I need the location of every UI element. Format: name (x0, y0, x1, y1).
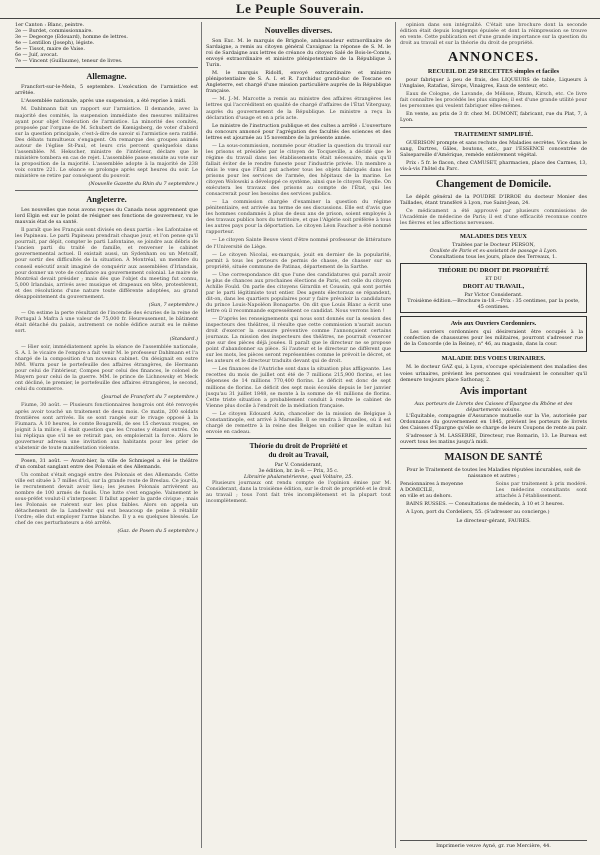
section-heading-angleterre: Angleterre. (86, 195, 127, 205)
article-body: — On estime la perte résultant de l'incendie des écuries de la reine de Portugal à Mafra à une valeur de 75,000 fr. Heureusement, le bâtiment était détaché du palais, autrement ce noble édifice aurait eu le même sort. (15, 309, 198, 334)
list-item: 6e — Juif, avocat. (15, 52, 59, 59)
article-paragraph: M. le marquis Ridolfi, envoyé extraordinaire et ministre plénipotentiaire de S. A. I. et R. l'archiduc grand-duc de Toscane en Angleterre, est chargé d'une mission particulière auprès de la République française. (206, 70, 391, 95)
article-body: — Le citoyen Edouard Azin, chancelier de la mission de Belgique à Constantinople, est arrivé à Marseille. Il se rendra à Bruxelles, où il est chargé de remettre à la reine des Belges un collier que le sultan lui envoie en cadeau. (206, 410, 391, 435)
masthead-title: Le Peuple Souverain. (0, 0, 600, 19)
article-paragraph: Francfort-sur-le-Mein, 5 septembre. L'exécution de l'armistice est arrêtée. (15, 84, 198, 97)
book-seller: Librairie phalanstérienne, quai Voltaire, 25. (244, 474, 353, 480)
section-divider (400, 448, 587, 449)
ad-title: MAISON DE SANTÉ (444, 451, 543, 463)
ad-contact: S'adresser à M. LASSERRE, Directeur, rue Romarin, 13. Le Bureau est ouvert tous les matins jusqu'à midi. (400, 432, 587, 445)
list-item: 3e — Degeorge (Edouard), homme de lettres. (15, 34, 128, 41)
column-1 (15, 22, 198, 848)
section-divider (206, 438, 391, 439)
article-body: — La commission chargée d'examiner la question du régime pénitentiaire, est arrivée au terme de ses discussions. Elle est d'avis que les hommes condamnés à plus de deux ans de prison, soient employés à des travaux publics hors du territoire, et que l'Algérie soit préférée à tous les autres pays pour la déportation. Le citoyen Léon Faucher a été nommé rapporteur. (206, 199, 391, 236)
ad-body: Eaux de Cologne, de Lavande, de Mélisse, Rhum, Kirsch, etc. Ce livre fait connaître les procédés les plus simples; il est d'une grande utilité pour les personnes qui veulent fabriquer elles-mêmes. (400, 91, 587, 110)
section-divider (15, 190, 198, 191)
ad-title: Avis important (459, 385, 528, 397)
ad-consult: Consultations tous les jours, place des Terreaux, 1. (430, 254, 557, 261)
ad-price: Prix : 5 fr. le flacon, chez CAMUSET, pharmacien, place des Carmes, 13, vis-à-vis l'hôtel du Parc. (400, 159, 587, 172)
ad-title: RECUEIL DE 250 RECETTES simples et faciles (427, 68, 560, 76)
ad-text: BAINS RUSSES. — Consultations de médecin, à 10 et 3 heures. (406, 501, 565, 508)
ad-title: THÉORIE DU DROIT DE PROPRIÉTÉ (438, 267, 549, 275)
ad-subtitle: Par Victor Considerant. (464, 292, 523, 299)
book-title: Théorie du droit de Propriété et du droit au Travail, (249, 441, 348, 459)
ad-text: GUÉRISON prompte et sans rechute des Maladies secrètes. Vice dans le sang, Dartres, Gâles, boutons, etc., par l'ESSENCE concentrée de Salsepareille d'Amérique, remède entièrement végétal. (400, 139, 587, 158)
article-body: — Une correspondance dit que l'une des candidatures qui paraît avoir le plus de chances aux prochaines élections de Paris, est celle du citoyen Achille Fould. On parle des citoyens Girardin et Coussin, qui sont portés par le parti légitimiste tout entier. Des agents électoraux se répandent, dit-on, dans les quartiers populaires pour y faire prévaloir la candidature du prince Louis-Napoléon Bonaparte. On dit que Louis Blanc a écrit une lettre où il recommande expressément ce candidat. Nous verrons bien ! (206, 271, 391, 314)
ad-subtitle: Oculiste de Paris et ex-assistant de passage à Lyon. (429, 248, 558, 255)
article-source: (Standard.) (169, 336, 198, 343)
article-body: — D'après les renseignements qui nous sont donnés sur la session des inspecteurs des théâtres, il résulte que cette commission n'aurait aucun droit d'exercer la censure préventive comme l'annonçaient certains journaux. La mission des inspecteurs des théâtres, ne pourrait s'exercer que sur des pièces déjà jouées. Il paraît que le directeur ne se propose point d'abandonner sa pièce. Si l'auteur et le directeur ne diffèrent que sur les mots, les pièces seront représentées comme le prévoit le décret, et les auteurs et le directeur traduits devant qui de droit. (206, 316, 391, 365)
book-edition: 3e édition, br. in-8. — Prix, 35 c. (258, 467, 339, 474)
printer-imprint: Imprimerie veuve Ayné, gr. rue Mercière, 44. (400, 840, 587, 849)
ad-left: Pensionnaires à moyenne A DOMICILE, en ville et au dehors. (400, 481, 464, 500)
ad-subtitle: ET DU (485, 276, 502, 283)
ad-box-cordonniers (400, 316, 587, 352)
list-item: 5e — Tissot, maire de Vaise. (15, 46, 85, 53)
ad-title: MALADIE DES VOIES URINAIRES. (441, 355, 546, 363)
ad-text: Troisième édition.—Brochure in-18.—Prix : 35 centimes, par la poste, 45 centimes. (407, 298, 580, 311)
ad-title: DROIT AU TRAVAIL, (462, 283, 525, 291)
article-body: — Les finances de l'Autriche sont dans la situation plus affligeante. Les recettes du mois de juillet ont été de 7 millions 215,900 florins, et les dépenses de 14 millions 770,400 florins. Le déficit est donc de sept millions de florins. Le déficit des sept mois écoulés depuis le 1er janvier jusqu'au 31 juillet 1848, se monte à la somme de 41 millions de florins. Cette triste situation a probablement conduit à rendre le cabinet de Vienne plus docile à l'endroit de la médiation française. (206, 366, 391, 409)
ad-text: Les ouvriers cordonniers qui désireraient être occupés à la confection de chaussures pour les militaires, pourront s'adresser rue de la Concorde (de la Reine), n° 46, au magasin, dans la cour. (404, 329, 583, 348)
article-source: (Nouvelle Gazette du Rhin du 7 septembre.) (88, 181, 198, 188)
ad-subtitle: Aux porteurs de Livrets des Caisses d'Épargne du Rhône et des départements voisins. (414, 400, 573, 413)
article-source: (Journal de Francfort du 7 septembre.) (101, 394, 198, 401)
section-divider (400, 127, 587, 128)
ad-title: TRAITEMENT SIMPLIFIÉ. (454, 130, 533, 138)
ad-box-theorie (400, 263, 587, 313)
article-body: — Le citoyen Nicolai, ex-marquis, jouit en dernier de la popularité, permit à tous les porteurs de permis de chasse, de chasser sur sa propriété, située commune de Patinas, département de la Sarthe. (206, 251, 391, 270)
article-source: (Gaz. de Posen du 5 septembre.) (117, 528, 198, 535)
list-item: 1er Canton : Blanc, peintre. (15, 22, 85, 28)
section-divider (400, 175, 587, 176)
ad-body: Ce médicament a été approuvé par plusieurs commissions de l'Académie de médecine de Paris; il est d'une efficacité reconnue contre les fièvres et les affections nerveuses. (400, 207, 587, 226)
ad-subtitle: Traitées par le Docteur PERSON, (452, 241, 535, 248)
ad-title: Avis aux Ouvriers Cordonniers. (450, 320, 537, 328)
section-divider (15, 67, 198, 68)
article-paragraph: Posen, 31 août. — Avant-hier, la ville de Schmiegel a été le théâtre d'un combat sanglant entre des Polonais et des Allemands. (15, 457, 198, 470)
ad-address: A Lyon, port du Cordeliers, 55. (S'adresser au concierge.) (406, 509, 550, 516)
ad-text: M. le docteur GAZ qui, à Lyon, s'occupe spécialement des maladies des voies urinaires, prévient les personnes qui voudraient le consulter qu'il demeure toujours place Sathonay, 2. (400, 364, 587, 383)
column-3 (400, 22, 587, 848)
article-paragraph: Son Exc. M. le marquis de Brignole, ambassadeur extraordinaire de Sardaigne, a remis au citoyen général Cavaignac la réponse de S. M. le roi de Sardaigne aux lettres de créance du citoyen Salé de Bois-le-Comte, envoyé extraordinaire et ministre plénipotentiaire de la République à Turin. (206, 38, 391, 69)
ad-title: MALADIES DES YEUX (460, 232, 527, 240)
article-body: M. Dahlmann fait un rapport sur l'armistice. Il demande, avec la majorité des comités, la suspension immédiate des mesures militaires ayant pour objet l'exécution de l'armistice. La minorité des comités, proposée par l'organe de M. Schubert de Kœnigsberg, de voter d'abord sur la question principale, c'est-à-dire de savoir si l'armistice sera ratifié. Des débats tumultueux s'engagent. On remarque des groupes animés autour de l'église St-Paul, et leurs cris percent quelquefois dans l'assemblée. M. Hekscher, ministre de l'intérieur, déclare que le ministère tombera en cas de rejet. L'assemblée passe ensuite au vote sur la proposition de la majorité. L'assemblée adopte à la majorité de 238 voix contre 221. Le séance se prolonge après sept heures du soir. Le ministère se retire par conséquent du pouvoir. (15, 106, 198, 179)
ad-price: En vente, au prix de 3 fr. chez M. DUMONT, fabricant, rue du Plat, 7, à Lyon. (400, 111, 587, 124)
column-divider (395, 22, 396, 848)
article-source: (Sun, 7 septembre.) (148, 301, 198, 308)
ad-text: pour fabriquer à peu de frais, des LIQUEURS de table, Liqueurs à l'Anglaise, Ratafias, Sirops, Vinaigres, Eaux de senteur, etc. (400, 77, 587, 90)
ad-columns (400, 481, 587, 499)
ad-text: Le dépôt général de la POUDRE D'IRROE du docteur Monier des Taillades, étant transféré à Lyon, rue Saint-Jean, 24. (400, 193, 587, 206)
ad-right: Soins par traitement à prix modéré. Les médecins consultants sont attachés à l'établissement. (495, 481, 587, 500)
article-body: Fiume, 30 août. — Plusieurs fonctionnaires hongrois ont été renvoyés après avoir touché un traitement de deux mois. Ce matin, 200 soldats frontières sont arrivés. Ils se sont rangés sur le rivage opposé à la Fiumara. À 10 heures, le comte Bougarelli, de ses 15 chevaux rouges, se joignit à la milice; il était question que les Croates y étaient entrés. On lui répliqua que s'il ne se retirait pas, on emploierait la force. Alors le gouverneur adressa une invitation aux habitants pour les prier de s'abstenir de toute manifestation violente. (15, 402, 198, 451)
article-body: opinion dans son intégralité. C'était une brochure dont la seconde édition était depuis longtemps épuisée et dont la réimpression se trouve en vente. Cette publication est d'une grande importance sur la question du droit au travail et sur la théorie du droit de propriété. (400, 22, 587, 47)
article-paragraph: Le ministre de l'instruction publique et des cultes a arrêté : L'ouverture du concours annoncé pour l'agrégation des facultés des sciences et des lettres est ajournée au 15 novembre de la présente année. (206, 122, 391, 141)
article-body: — M. J.-M. Marcotte a remis au ministre des affaires étrangères les lettres qui l'accréditent en qualité de chargé d'affaires de l'État Viterguay, auprès du gouvernement de la République. Le ministre a reçu la déclaration d'usage et en a pris acte. (206, 96, 391, 121)
ad-subtitle: Pour le Traitement de toutes les Maladies réputées incurables, soit de naissance et autres ; (406, 466, 581, 479)
article-body: Un combat s'était engagé entre des Polonais et des Allemands. Cette ville est située à 7 milles d'ici, sur la grande route de Breslau. Ce jour-là, le recrutement devait avoir lieu; les jeunes Polonais arrivèrent au nombre de 100 armés de fusils. Une lutte s'est engagée. Vainement le sous-préfet voulut-il s'interposer. Il fallut appeler la garde civique ; mais les Polonais se ruèrent sur les plus faibles. Alors on appela un détachement de la Landwehr qui eut beaucoup de peine à rétablir l'ordre; elle dut employer l'arme blanche. Il y a eu quelques blessés. Le chef de ces perturbateurs a été arrêté. (15, 471, 198, 527)
list-item: 4e — Lentillon (Joseph), légiste. (15, 40, 95, 47)
section-divider (15, 454, 198, 455)
section-heading-nouvelles: Nouvelles diverses. (264, 26, 333, 35)
canton-names-list (15, 22, 198, 64)
list-item: 7e — Vincent (Guillaume), teneur de livres. (15, 58, 123, 65)
list-item: 2e — Burdet, commissionnaire. (15, 28, 93, 35)
director-signature: Le directeur-gérant, FAURES. (456, 518, 531, 525)
article-paragraph: Les nouvelles que nous avons reçues du Canada nous apprennent que lord Elgin est sur le point de résigner ses fonctions de gouverneur, vu le mauvais état de sa santé. (15, 207, 198, 226)
article-paragraph: L'Assemblée nationale, après une suspension, a été reprise à midi. (21, 98, 187, 105)
column-2 (206, 22, 391, 848)
book-author: Par V. Considerant, (274, 461, 323, 468)
article-body: Il paraît que les Français sont divisés en deux partis : les Lafontaine et les Papineau. Le parti Papineau prendrait chaque jour, et l'on pense qu'il pourrait, par dépit, compter le parti Lafontaine, se joindre aux débris de l'ancien parti du traité de famille, et renverser le cabinet gouvernemental actuel. Il existait aussi, un Sydenham ou un Metcalf, pour sortir des difficultés de la situation. À Montréal, un membre du conseil exécutif avait imaginé de conquérir aux assemblées d'Irlandais, pour donner un vote de confiance au gouvernement colonial. Le maire de Montréal devait présider ; mais dès que l'objet du meeting fut connu, 5,000 Irlandais, arrivés avec musique et drapeaux en tête, protestèrent, et des résolutions d'une nature toute différente adoptées, au grand désappointement du gouvernement. (15, 227, 198, 300)
column-divider (201, 22, 202, 848)
article-body: — La sous-commission, nommée pour étudier la question du travail sur les prisons et présidée par le citoyen de Tocqueville, a décidé que le régime du travail dans les établissements était nécessaire, mais qu'il fallait éviter de le rendre funeste pour l'industrie privée. Un membre a émis le vœu que l'État put acheter tous les objets fabriqués dans les prisons pour les services de l'armée, des hôpitaux de la marine. Le citoyen Wolowski a développé ce système, ainsi que le citoyen Fayolle. On exécutera les travaux des prisons au compte de l'État, qui les consacrerait pour les besoins des services publics. (206, 142, 391, 198)
section-heading-allemagne: Allemagne. (86, 72, 127, 82)
article-body: — Le citoyen Sainte Beuve vient d'être nommé professeur de littérature de l'Université de Liège. (206, 237, 391, 250)
ad-text: L'Équitable, compagnie d'Assurance mutuelle sur la Vie, autorisée par Ordonnance du gouvernement en 1845, prévient les porteurs de livrets des Caisses d'Épargne qu'elle se charge de leurs Coupons de rente au pair. (400, 412, 587, 431)
section-divider (400, 229, 587, 230)
article-body: Plusieurs journaux ont rendu compte de l'opinion émise par M. Considerant, dans la troisième édition, sur le droit de propriété et le droit au travail ; tous l'ont fait très incomplètement et la plupart tout incomplètement. (206, 480, 391, 505)
ad-title: Changement de Domicile. (435, 178, 552, 190)
article-body: — Hier soir, immédiatement après la séance de l'assemblée nationale, S. A. I. le vicaire de l'empire a fait venir M. le professeur Dahlmann et l'a chargé de la composition d'un nouveau cabinet. On désignait en outre MM. Wurm pour le portefeuille des affaires étrangères, de Hermann pour celui de l'intérieur, Compes pour celui des finances, le colonel de Mayern pour celui de la guerre. MM. le prince de Lichnowsky et Meck ont décliné, le premier, le portefeuille des affaires étrangères, le second, celui du commerce. (15, 344, 198, 393)
annonces-heading: ANNONCES. (447, 50, 540, 66)
